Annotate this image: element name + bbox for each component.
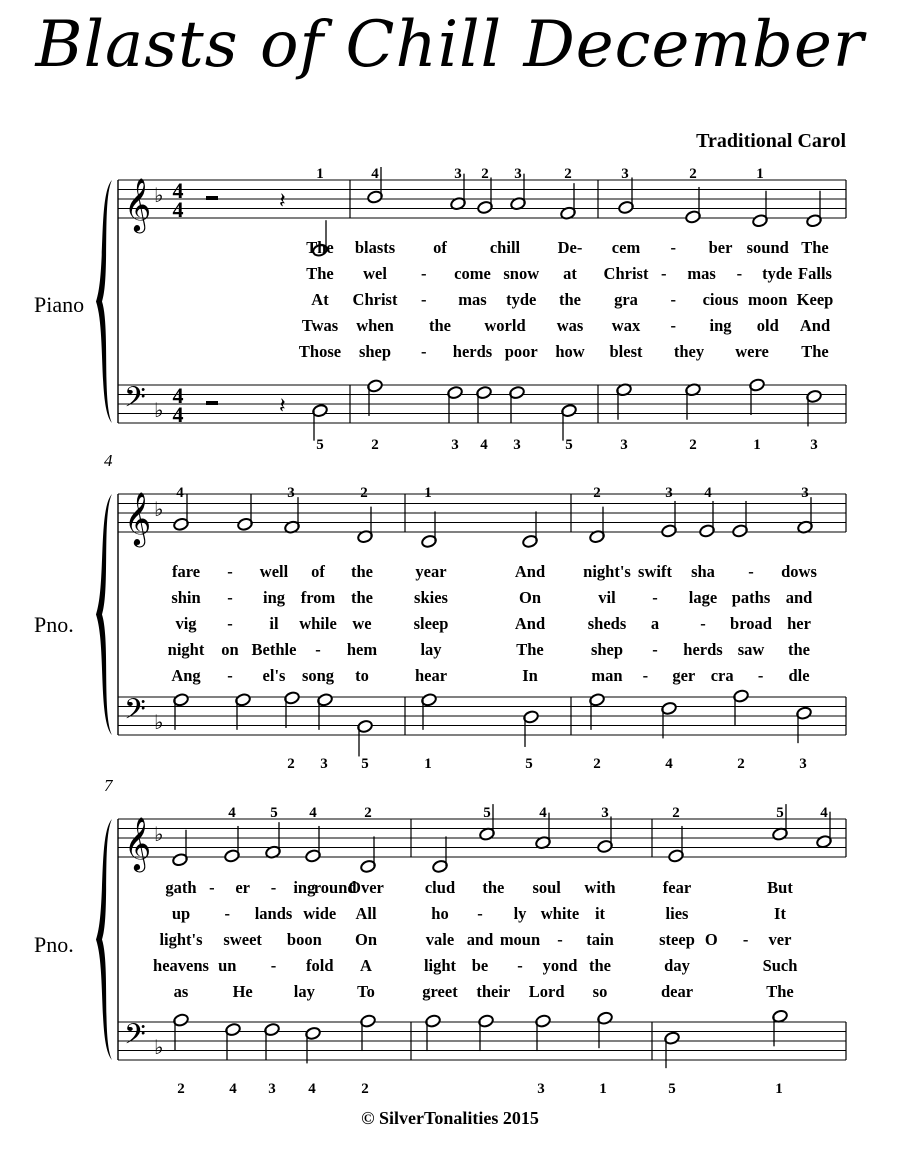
lyric-word: It <box>774 904 786 923</box>
treble-fingering: 4 <box>176 485 184 501</box>
treble-fingering: 4 <box>228 805 236 821</box>
lyric-word: - <box>670 290 676 309</box>
lyric-word: Lord <box>528 982 565 1001</box>
lyric-word: - <box>270 878 277 897</box>
lyric-word: was <box>556 316 584 335</box>
lyric-word: Bethle <box>251 640 297 659</box>
treble-fingering: 3 <box>514 166 522 182</box>
lyric-word: the <box>482 878 505 897</box>
lyric-word: He <box>232 982 253 1001</box>
flat-key-signature-icon: ♭ <box>154 497 164 521</box>
treble-fingering: 1 <box>756 166 764 182</box>
lyric-word: - <box>642 666 649 685</box>
bass-fingering: 2 <box>177 1081 185 1097</box>
lyric-word: it <box>594 904 606 923</box>
lyric-word: well <box>259 562 289 581</box>
lyric-word: All <box>355 904 377 923</box>
bass-clef-icon: 𝄢 <box>124 1018 146 1058</box>
lyric-word: el's <box>262 666 286 685</box>
lyric-word: light <box>423 956 457 975</box>
bass-fingering: 3 <box>513 437 521 453</box>
lyric-word: And <box>514 562 546 581</box>
lyric-word: paths <box>731 588 771 607</box>
lyric-word: be <box>471 956 489 975</box>
lyric-word: - <box>421 264 427 283</box>
instrument-label: Piano <box>34 292 85 317</box>
lyric-word: boon <box>286 930 322 949</box>
lyric-word: vale <box>425 930 455 949</box>
lyric-word: hear <box>414 666 448 685</box>
brace <box>96 494 112 735</box>
treble-fingering: 2 <box>360 485 368 501</box>
lyric-word: Keep <box>796 290 834 309</box>
lyric-word: - <box>700 614 706 633</box>
bass-fingering: 2 <box>689 437 697 453</box>
lyric-word: were <box>735 342 769 361</box>
bass-fingering: 4 <box>229 1081 237 1097</box>
bass-fingering: 5 <box>565 437 573 453</box>
bass-fingering: 3 <box>620 437 628 453</box>
lyric-word: - <box>421 290 427 309</box>
lyric-word: - <box>477 904 483 923</box>
lyric-word: man <box>591 666 623 685</box>
bass-fingering: 5 <box>668 1081 676 1097</box>
treble-fingering: 4 <box>309 805 317 821</box>
lyric-word: lay <box>420 640 442 659</box>
bass-fingering: 2 <box>371 437 379 453</box>
treble-fingering: 3 <box>287 485 295 501</box>
lyric-word: hem <box>346 640 378 659</box>
lyric-word: Christ <box>352 290 398 309</box>
measure-number: 7 <box>104 776 113 795</box>
lyric-word: broad <box>730 614 772 633</box>
lyric-word: - <box>652 588 658 607</box>
lyric-word: greet <box>422 982 458 1001</box>
lyric-word: - <box>652 640 658 659</box>
quarter-rest-icon: 𝄽 <box>279 189 286 214</box>
lyric-word: of <box>433 238 447 257</box>
lyric-word: blest <box>609 342 643 361</box>
treble-fingering: 3 <box>665 485 673 501</box>
time-signature-top: 4 <box>172 383 184 408</box>
treble-fingering: 4 <box>371 166 379 182</box>
lyric-word: swift <box>638 562 672 581</box>
bass-fingering: 1 <box>599 1081 607 1097</box>
treble-fingering: 2 <box>593 485 601 501</box>
lyric-word: fear <box>662 878 692 897</box>
lyric-word: sha <box>691 562 715 581</box>
lyric-word: shin <box>171 588 201 607</box>
lyric-word: old <box>756 316 779 335</box>
bass-fingering: 5 <box>525 756 533 772</box>
lyric-word: come <box>454 264 491 283</box>
lyric-word: night <box>167 640 205 659</box>
lyric-word: On <box>518 588 542 607</box>
lyric-word: The <box>516 640 544 659</box>
treble-clef-icon: 𝄞 <box>124 177 152 231</box>
lyric-word: ger <box>672 666 696 685</box>
lyric-word: wel <box>363 264 387 283</box>
bass-fingering: 3 <box>268 1081 276 1097</box>
lyric-word: ing <box>293 878 316 897</box>
lyric-word: ver <box>768 930 792 949</box>
treble-fingering: 4 <box>820 805 828 821</box>
lyric-word: At <box>311 290 329 309</box>
lyric-word: sweet <box>223 930 262 949</box>
lyric-word: shep <box>590 640 624 659</box>
lyric-word: - <box>227 588 233 607</box>
lyric-word: wide <box>303 904 337 923</box>
lyric-word: - <box>227 614 233 633</box>
lyric-word: - <box>270 956 277 975</box>
lyric-word: - <box>670 238 676 257</box>
lyric-word: the <box>351 562 373 581</box>
brace <box>96 180 112 423</box>
lyric-word: tyde <box>506 290 537 309</box>
lyric-word: The <box>306 264 334 283</box>
lyric-word: tyde <box>762 264 793 283</box>
lyric-word: yond <box>542 956 578 975</box>
lyric-word: as <box>173 982 189 1001</box>
lyric-word: so <box>592 982 608 1001</box>
lyric-word: cious <box>702 290 739 309</box>
lyric-word: - <box>670 316 676 335</box>
lyric-word: snow <box>503 264 540 283</box>
lyric-word: Those <box>298 342 342 361</box>
lyric-word: dows <box>781 562 817 581</box>
flat-key-signature-icon: ♭ <box>154 1035 164 1059</box>
lyric-word: sleep <box>413 614 449 633</box>
treble-fingering: 3 <box>801 485 809 501</box>
composer: Traditional Carol <box>696 130 846 152</box>
lyric-word: ly <box>513 904 527 923</box>
lyric-word: vig <box>175 614 197 633</box>
bass-fingering: 3 <box>537 1081 545 1097</box>
bass-fingering: 2 <box>287 756 295 772</box>
bass-fingering: 1 <box>753 437 761 453</box>
instrument-label: Pno. <box>34 932 74 957</box>
bass-fingering: 4 <box>665 756 673 772</box>
bass-fingering: 4 <box>480 437 488 453</box>
treble-fingering: 5 <box>776 805 784 821</box>
lyric-word: Ang <box>171 666 201 685</box>
flat-key-signature-icon: ♭ <box>154 398 164 422</box>
lyric-word: shep <box>358 342 392 361</box>
lyric-word: A <box>360 956 372 975</box>
lyric-word: their <box>476 982 511 1001</box>
lyric-word: O <box>704 930 718 949</box>
treble-fingering: 2 <box>564 166 572 182</box>
time-signature-bottom: 4 <box>172 197 184 222</box>
lyric-word: And <box>799 316 831 335</box>
lyric-word: sheds <box>587 614 627 633</box>
lyric-word: world <box>484 316 526 335</box>
treble-fingering: 4 <box>704 485 712 501</box>
treble-clef-icon: 𝄞 <box>124 816 152 870</box>
bass-fingering: 3 <box>451 437 459 453</box>
lyric-word: - <box>661 264 667 283</box>
lyric-word: ber <box>708 238 733 257</box>
lyric-word: mas <box>458 290 487 309</box>
time-signature-bottom: 4 <box>172 402 184 427</box>
treble-fingering: 4 <box>539 805 547 821</box>
lyric-word: Twas <box>301 316 339 335</box>
lyric-word: un <box>218 956 237 975</box>
lyric-word: Over <box>348 878 384 897</box>
half-rest-icon <box>206 196 218 200</box>
lyric-word: heavens <box>153 956 209 975</box>
bass-clef-icon: 𝄢 <box>124 693 146 733</box>
lyric-word: - <box>517 956 523 975</box>
lyric-word: night's <box>583 562 631 581</box>
lyric-word: In <box>522 666 538 685</box>
bass-fingering: 3 <box>810 437 818 453</box>
lyric-word: how <box>555 342 585 361</box>
lyric-word: soul <box>532 878 561 897</box>
lyric-word: Such <box>762 956 798 975</box>
lyric-word: the <box>788 640 810 659</box>
lyric-word: her <box>787 614 811 633</box>
lyric-word: a <box>650 614 660 633</box>
copyright: © SilverTonalities 2015 <box>361 1108 539 1128</box>
lyric-word: gath <box>165 878 197 897</box>
lyric-word: Christ <box>603 264 649 283</box>
lyric-word: dear <box>660 982 694 1001</box>
lyric-word: lands <box>254 904 293 923</box>
lyric-word: the <box>559 290 581 309</box>
lyric-word: And <box>514 614 546 633</box>
lyric-word: and <box>785 588 813 607</box>
lyric-word: chill <box>489 238 521 257</box>
lyric-word: on <box>221 640 239 659</box>
treble-fingering: 2 <box>481 166 489 182</box>
lyric-word: De- <box>557 238 583 257</box>
lyric-word: fold <box>305 956 334 975</box>
treble-fingering: 2 <box>689 166 697 182</box>
treble-fingering: 2 <box>672 805 680 821</box>
treble-fingering: 1 <box>424 485 432 501</box>
bass-fingering: 1 <box>775 1081 783 1097</box>
lyric-word: lies <box>665 904 689 923</box>
lyric-word: dle <box>788 666 810 685</box>
lyric-word: they <box>673 342 705 361</box>
treble-fingering: 5 <box>270 805 278 821</box>
lyric-word: song <box>301 666 335 685</box>
lyric-word: clud <box>424 878 456 897</box>
lyric-word: skies <box>414 588 448 607</box>
bass-fingering: 1 <box>424 756 432 772</box>
lyric-word: To <box>357 982 375 1001</box>
title: Blasts of Chill December <box>35 8 865 82</box>
lyric-word: while <box>299 614 337 633</box>
lyric-word: round <box>313 878 357 897</box>
lyric-word: - <box>748 562 754 581</box>
lyric-word: er <box>235 878 250 897</box>
lyric-word: - <box>742 930 749 949</box>
lyric-word: - <box>757 666 764 685</box>
lyric-word: and <box>466 930 494 949</box>
lyric-word: vil <box>598 588 616 607</box>
lyric-word: herds <box>683 640 723 659</box>
treble-fingering: 2 <box>364 805 372 821</box>
quarter-rest-icon: 𝄽 <box>279 394 286 419</box>
lyric-word: sound <box>746 238 789 257</box>
lyric-word: mas <box>687 264 716 283</box>
lyric-word: of <box>311 562 325 581</box>
treble-fingering: 3 <box>601 805 609 821</box>
lyric-word: lage <box>688 588 718 607</box>
lyric-word: il <box>269 614 279 633</box>
lyric-word: gra <box>614 290 638 309</box>
bass-fingering: 3 <box>799 756 807 772</box>
lyric-word: herds <box>452 342 493 361</box>
lyric-word: The <box>766 982 794 1001</box>
lyric-word: cem <box>611 238 641 257</box>
lyric-word: - <box>224 904 230 923</box>
bass-fingering: 4 <box>308 1081 316 1097</box>
measure-number: 4 <box>104 451 113 470</box>
lyric-word: moon <box>748 290 788 309</box>
lyric-word: at <box>563 264 577 283</box>
flat-key-signature-icon: ♭ <box>154 183 164 207</box>
lyric-word: blasts <box>354 238 396 257</box>
lyric-word: light's <box>159 930 203 949</box>
lyric-word: ho <box>431 904 449 923</box>
time-signature-top: 4 <box>172 178 184 203</box>
lyric-word: day <box>664 956 690 975</box>
lyric-word: year <box>415 562 447 581</box>
lyric-word: with <box>584 878 616 897</box>
bass-clef-icon: 𝄢 <box>124 381 146 421</box>
lyric-word: The <box>801 342 829 361</box>
lyric-word: the <box>589 956 611 975</box>
lyric-word: On <box>354 930 378 949</box>
lyric-word: white <box>540 904 580 923</box>
lyric-word: the <box>351 588 373 607</box>
lyric-word: the <box>429 316 451 335</box>
treble-fingering: 3 <box>454 166 462 182</box>
half-rest-icon <box>206 401 218 405</box>
lyric-word: to <box>355 666 369 685</box>
lyric-word: - <box>736 264 743 283</box>
instrument-label: Pno. <box>34 612 74 637</box>
lyric-word: we <box>352 614 372 633</box>
lyric-word: The <box>801 238 829 257</box>
lyric-word: steep <box>659 930 695 949</box>
lyric-word: - <box>421 342 427 361</box>
lyric-word: moun <box>499 930 541 949</box>
bass-fingering: 5 <box>316 437 324 453</box>
flat-key-signature-icon: ♭ <box>154 710 164 734</box>
treble-fingering: 3 <box>621 166 629 182</box>
treble-fingering: 1 <box>316 166 324 182</box>
lyric-word: when <box>356 316 394 335</box>
lyric-word: wax <box>611 316 641 335</box>
brace <box>96 819 112 1060</box>
lyric-word: lay <box>293 982 315 1001</box>
lyric-word: But <box>767 878 793 897</box>
treble-fingering: 5 <box>483 805 491 821</box>
lyric-word: ing <box>709 316 732 335</box>
bass-fingering: 2 <box>737 756 745 772</box>
lyric-word: - <box>315 640 321 659</box>
bass-fingering: 2 <box>361 1081 369 1097</box>
lyric-word: - <box>227 562 233 581</box>
lyric-word: from <box>300 588 336 607</box>
lyric-word: ing <box>262 588 286 607</box>
lyric-word: Falls <box>798 264 832 283</box>
lyric-word: poor <box>504 342 538 361</box>
lyric-word: - <box>209 878 215 897</box>
lyric-word: - <box>557 930 563 949</box>
lyric-word: cra <box>710 666 734 685</box>
lyric-word: The <box>306 238 334 257</box>
bass-fingering: 3 <box>320 756 328 772</box>
bass-fingering: 2 <box>593 756 601 772</box>
lyric-word: tain <box>586 930 614 949</box>
lyric-word: - <box>227 666 233 685</box>
treble-clef-icon: 𝄞 <box>124 491 152 545</box>
bass-fingering: 5 <box>361 756 369 772</box>
lyric-word: fare <box>171 562 201 581</box>
lyric-word: up <box>171 904 191 923</box>
flat-key-signature-icon: ♭ <box>154 822 164 846</box>
lyric-word: saw <box>737 640 765 659</box>
